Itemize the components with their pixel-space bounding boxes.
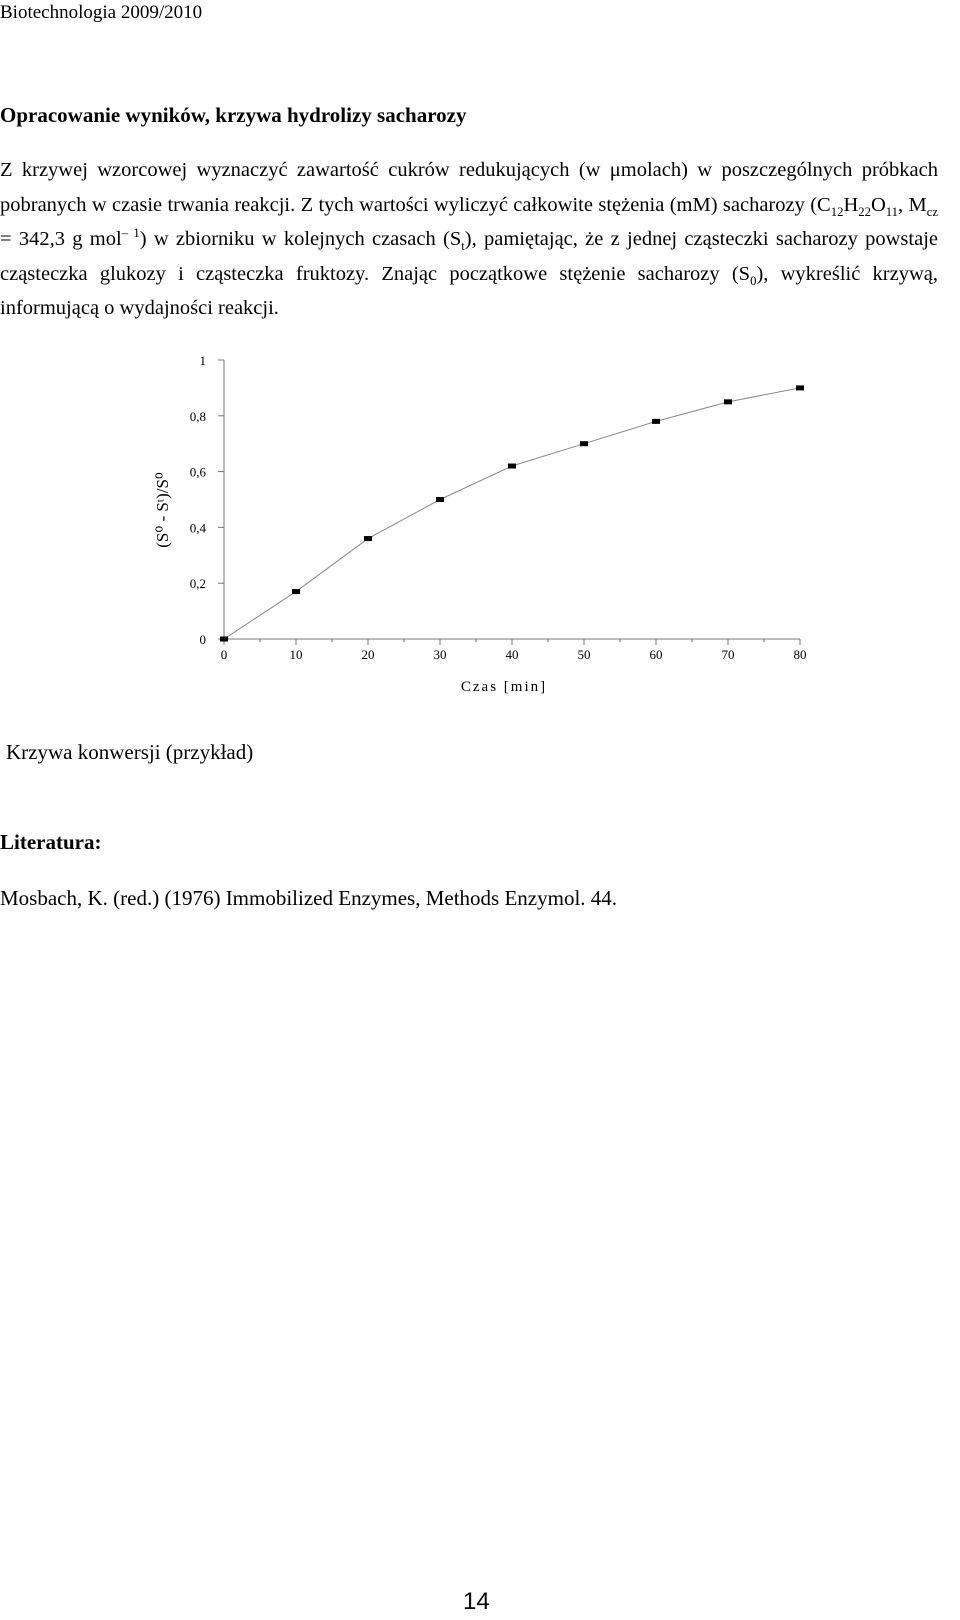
paragraph-text-2: , M: [898, 193, 927, 216]
paragraph-text-5: ), pamiętając, że z jednej cząsteczki sacharozy powstaje cząsteczka glukozy i cząsteczka fruktozy. Znając początkowe stężenie sacharozy (S: [0, 228, 938, 285]
data-point: [436, 497, 444, 502]
data-point: [292, 589, 300, 594]
formula-h: H: [843, 193, 859, 216]
chart-ticks: [190, 353, 807, 662]
data-point: [220, 637, 228, 642]
instructions-paragraph: [0, 153, 938, 326]
literature-entry: Mosbach, K. (red.) (1976) Immobilized Enzymes, Methods Enzymol. 44.: [0, 886, 618, 910]
chart-series: [220, 385, 804, 641]
literature-heading: Literatura:: [0, 830, 102, 854]
data-point: [652, 419, 660, 424]
figure-caption: Krzywa konwersji (przykład): [6, 740, 254, 764]
paragraph-text-6: ), wykreślić krzywą, informującą o wydajności reakcji.: [0, 262, 938, 319]
y-tick-label: 0,6: [189, 464, 206, 480]
data-point: [508, 464, 516, 469]
chart-axes: [224, 360, 800, 639]
x-tick-label: 30: [433, 647, 447, 662]
formula-o: O: [870, 193, 886, 216]
x-tick-label: 60: [649, 647, 663, 662]
x-tick-label: 40: [505, 647, 519, 662]
data-point: [580, 441, 588, 446]
y-tick-label: 0: [199, 632, 206, 647]
data-point: [724, 399, 732, 404]
subscript-c: 12: [830, 204, 844, 219]
data-point: [364, 536, 372, 541]
paragraph-text-3: = 342,3 g mol: [0, 228, 122, 250]
superscript-mol: – 1: [121, 226, 140, 241]
x-tick-label: 80: [793, 647, 807, 662]
conversion-chart: [0, 340, 960, 720]
y-tick-label: 0,4: [189, 520, 206, 536]
x-axis-label: Czas [min]: [460, 679, 548, 695]
subscript-o: 11: [885, 204, 898, 219]
x-tick-label: 20: [361, 647, 375, 662]
paragraph-text-1: Z krzywej wzorcowej wyznaczyć zawartość cukrów redukujących (w μmolach) w poszczególnych próbkach pobranych w czasie trwania reakcji. Z tych wartości wyliczyć całkowite stężenia (mM) sacharozy (C: [0, 159, 938, 216]
y-tick-label: 0,8: [189, 408, 206, 424]
y-tick-label: 1: [199, 353, 206, 368]
page-number: 14: [463, 1588, 490, 1615]
subscript-0: 0: [750, 273, 757, 288]
x-tick-label: 0: [220, 647, 228, 662]
data-point: [796, 385, 804, 390]
x-tick-label: 50: [577, 647, 591, 662]
subscript-cz: cz: [926, 204, 938, 219]
subscript-h: 22: [858, 204, 871, 219]
y-tick-label: 0,2: [189, 576, 206, 592]
x-tick-label: 70: [721, 647, 735, 662]
x-tick-label: 10: [289, 647, 303, 662]
running-header: Biotechnologia 2009/2010: [0, 2, 203, 23]
data-line: [224, 388, 800, 639]
y-axis-label: (S⁰ - Sᵗ)/S⁰: [153, 472, 172, 548]
subscript-t: t: [461, 239, 465, 254]
section-title: Opracowanie wyników, krzywa hydrolizy sacharozy: [0, 103, 467, 127]
paragraph-text-4: ) w zbiorniku w kolejnych czasach (S: [139, 228, 462, 250]
conversion-chart-svg: [0, 340, 960, 720]
